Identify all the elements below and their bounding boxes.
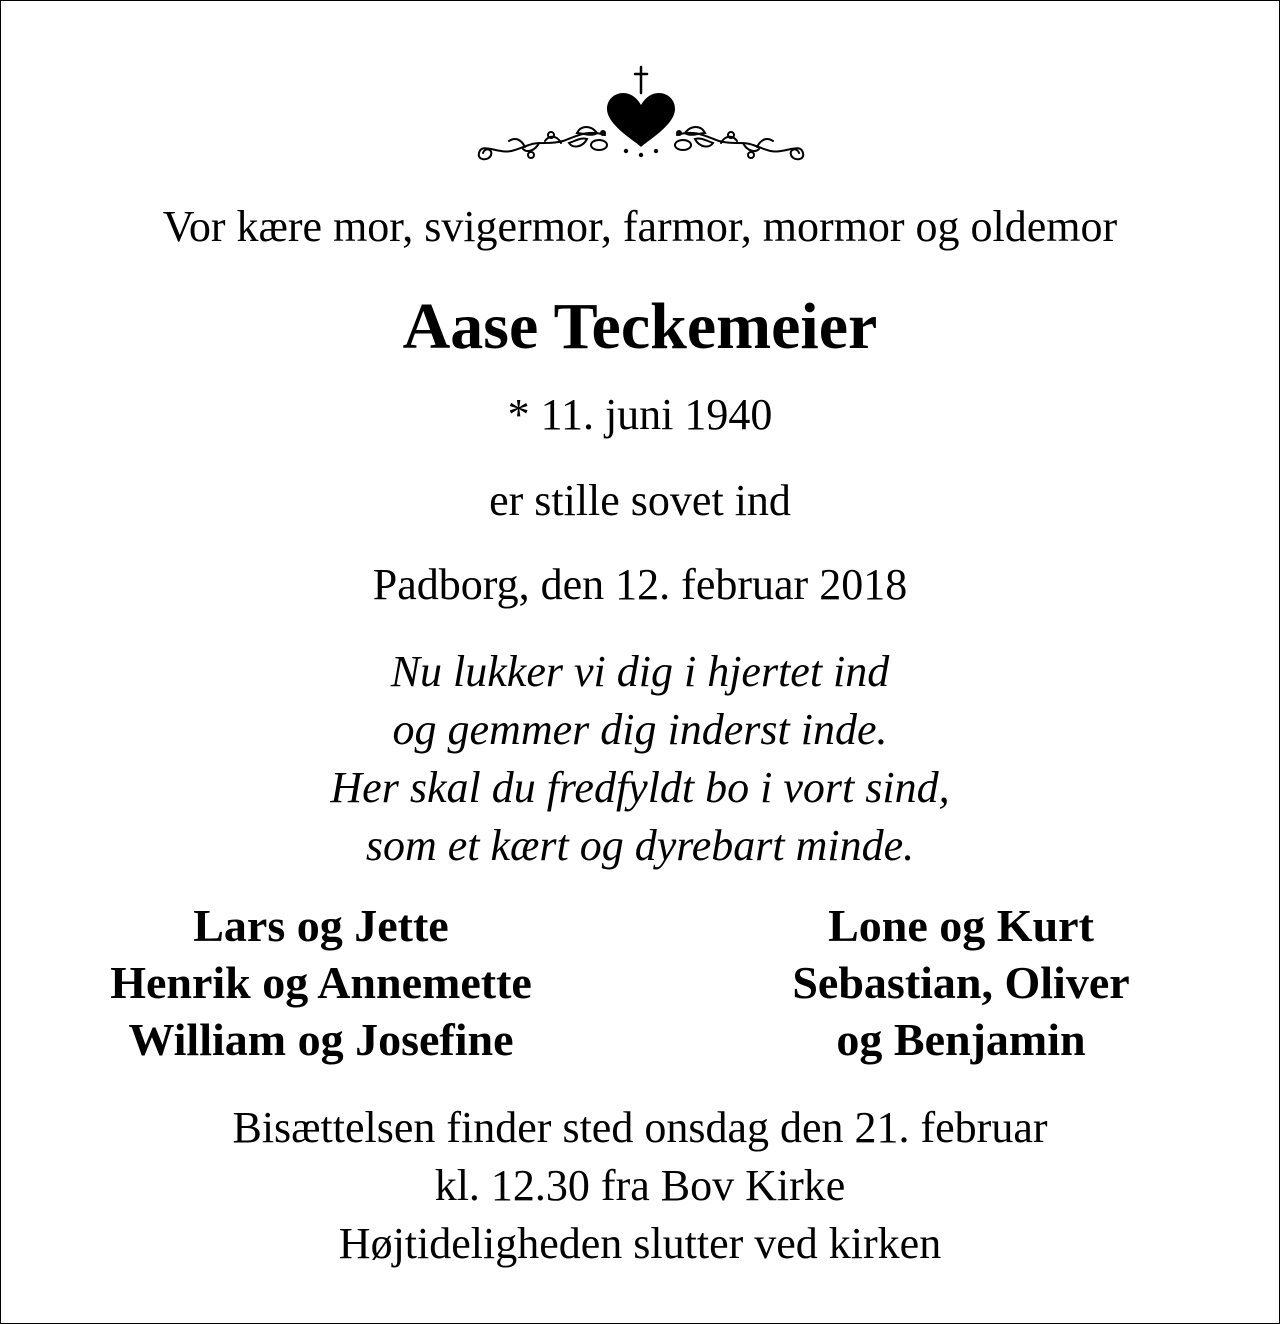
family-name: William og Josefine: [128, 1014, 514, 1065]
funeral-details: [1, 1099, 1279, 1273]
funeral-line: Bisættelsen finder sted onsdag den 21. februar: [232, 1103, 1048, 1152]
birth-date: * 11. juni 1940: [507, 390, 773, 439]
family-right-column: [701, 897, 1221, 1068]
deceased-name: Aase Teckemeier: [402, 290, 878, 363]
poem-line: Nu lukker vi dig i hjertet ind: [390, 647, 890, 696]
family-left-column: [61, 897, 581, 1068]
cross-heart-flourish-icon: [465, 63, 817, 163]
family-name: Henrik og Annemette: [110, 957, 532, 1008]
funeral-line: Højtideligheden slutter ved kirken: [338, 1219, 942, 1268]
poem-line: og gemmer dig inderst inde.: [392, 705, 888, 754]
intro-line: Vor kære mor, svigermor, farmor, mormor og oldemor: [162, 202, 1118, 251]
place-and-date: Padborg, den 12. februar 2018: [372, 560, 908, 609]
poem-line: Her skal du fredfyldt bo i vort sind,: [330, 763, 950, 812]
poem: [1, 643, 1279, 875]
family-name: Sebastian, Oliver: [792, 957, 1130, 1008]
family-name: Lone og Kurt: [828, 900, 1094, 951]
poem-line: som et kært og dyrebart minde.: [365, 821, 915, 870]
family-name: Lars og Jette: [193, 900, 449, 951]
funeral-line: kl. 12.30 fra Bov Kirke: [434, 1161, 846, 1210]
status-line: er stille sovet ind: [489, 476, 791, 525]
family-name: og Benjamin: [836, 1014, 1086, 1065]
